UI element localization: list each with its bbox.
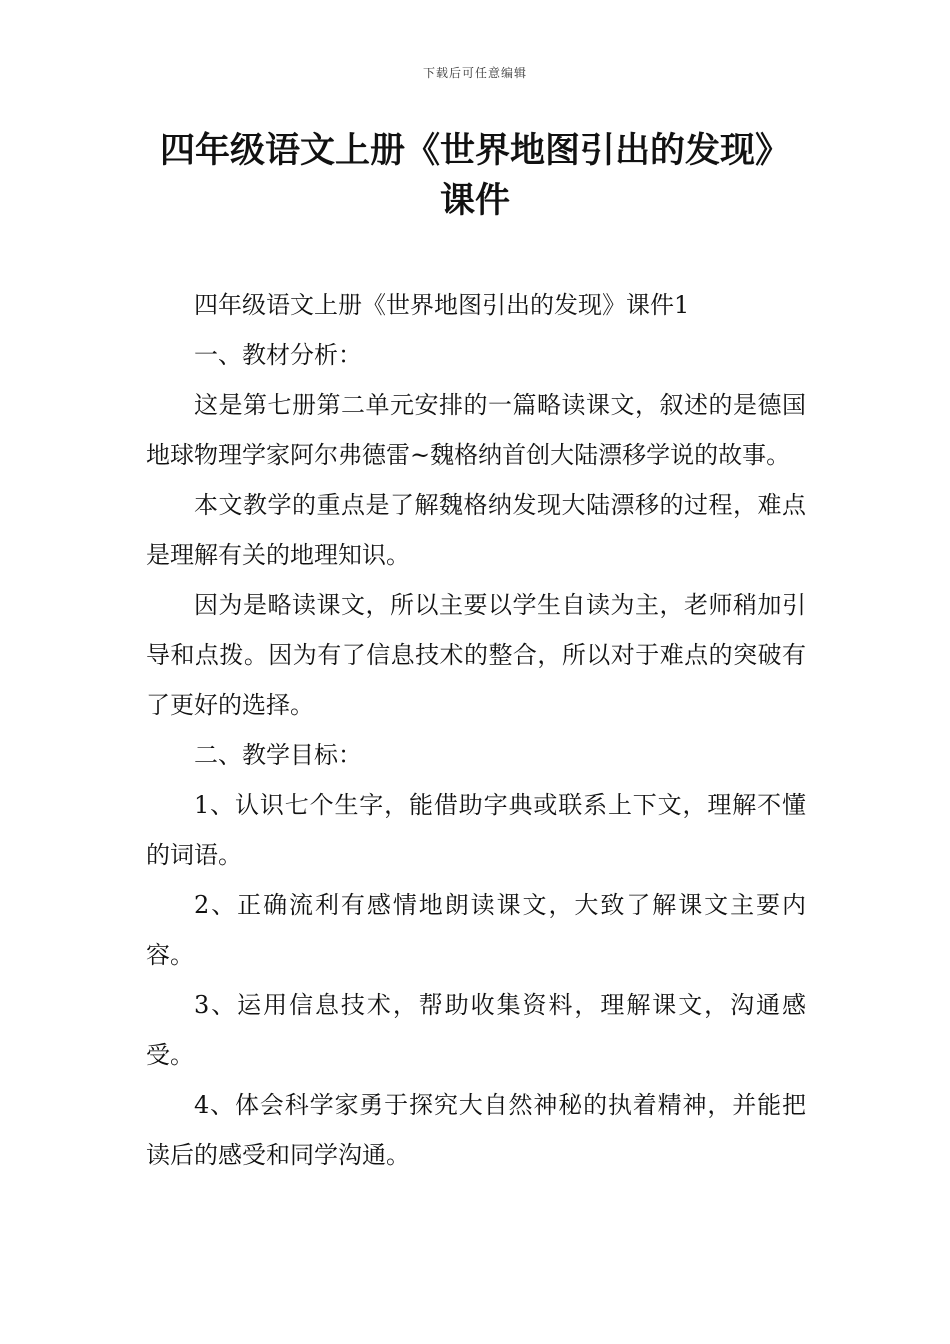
header-note: 下载后可任意编辑 xyxy=(422,66,527,80)
list-item: 2、正确流利有感情地朗读课文，大致了解课文主要内容。 xyxy=(146,891,806,969)
paragraph: 因为是略读课文，所以主要以学生自读为主，老师稍加引导和点拨。因为有了信息技术的整合，所以对于难点的突破有了更好的选择。 xyxy=(146,591,806,719)
list-item: 1、认识七个生字，能借助字典或联系上下文，理解不懂的词语。 xyxy=(146,791,806,869)
paragraph-subtitle: 四年级语文上册《世界地图引出的发现》课件1 xyxy=(194,291,690,319)
paragraph: 本文教学的重点是了解魏格纳发现大陆漂移的过程，难点是理解有关的地理知识。 xyxy=(146,491,806,569)
title-line-1: 四年级语文上册《世界地图引出的发现》 xyxy=(159,131,790,171)
list-item: 4、体会科学家勇于探究大自然神秘的执着精神，并能把读后的感受和同学沟通。 xyxy=(146,1091,806,1169)
document-title xyxy=(100,126,850,226)
list-item: 3、运用信息技术，帮助收集资料，理解课文，沟通感受。 xyxy=(146,991,806,1069)
paragraph: 这是第七册第二单元安排的一篇略读课文，叙述的是德国地球物理学家阿尔弗德雷~魏格纳首创大陆漂移学说的故事。 xyxy=(146,391,806,469)
title-line-2: 课件 xyxy=(439,181,510,221)
document-body xyxy=(146,280,806,1180)
section-heading-material-analysis: 一、教材分析： xyxy=(194,341,362,369)
section-heading-teaching-goals: 二、教学目标： xyxy=(194,741,362,769)
